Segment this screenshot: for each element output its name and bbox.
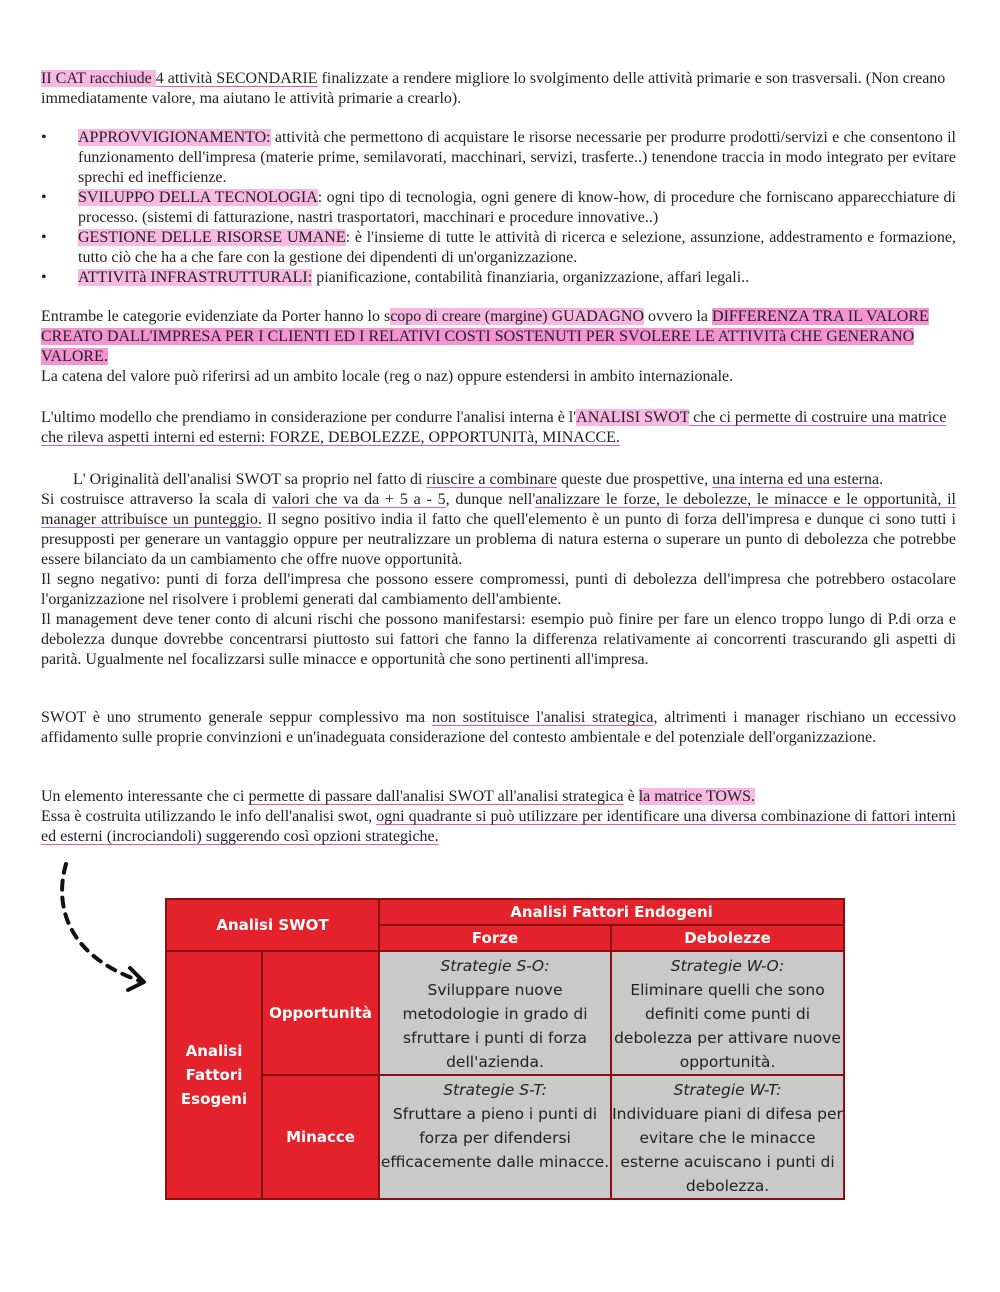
list-item [41,228,956,268]
paragraph-swot-originality [41,470,956,670]
text-run: queste due prospettive, [557,471,713,488]
text-run: Entrambe le categorie evidenziate da Porter hanno lo s [41,308,391,325]
endogenous-header: Analisi Fattori Endogeni [379,899,844,925]
text-run: ovvero la [644,308,713,325]
list-item-key: GESTIONE DELLE RISORSE UMANE [78,229,346,246]
text-run: Un elemento interessante che ci [41,788,249,805]
st-strategy-cell [379,1075,611,1199]
text-run: Essa è costruita utilizzando le info dell'analisi swot, [41,808,377,825]
list-item-key: ATTIVITà INFRASTRUTTURALI: [78,269,313,286]
text-run: L'ultimo modello che prendiamo in considerazione per condurre l'analisi interna è l' [41,409,577,426]
wt-strategy-cell [611,1075,844,1199]
so-strategy-cell [379,951,611,1075]
matrix-corner-header: Analisi SWOT [166,899,379,951]
text-run: una interna ed una esterna [712,471,880,488]
wt-strategy-text: Individuare piani di difesa per evitare che le minacce esterne acuiscano i punti di debolezza. [612,1105,843,1195]
text-run: valori che va da + 5 a - 5 [272,491,446,508]
text-run: ogni quadrante si può utilizzare per identificare una diversa combinazione di fattori interni ed esterni (incrociandoli) suggerendo così opzioni strategiche. [41,808,956,845]
text-run: copo di creare (margine) GUADAGNO [390,308,645,325]
text-run: , dunque nell' [445,491,536,508]
text-run: che ci permette di costruire una matrice che rileva aspetti interni ed esterni: FORZE, DEBOLEZZE, OPPORTUNITà, MINACCE. [41,409,947,446]
list-item-key: APPROVVIGIONAMENTO: [78,129,271,146]
text-run: Si costruisce attraverso la scala di [41,491,273,508]
st-strategy-text: Sfruttare a pieno i punti di forza per difendersi efficacemente dalle minacce. [380,1105,610,1171]
wt-strategy-title: Strategie W-T: [673,1081,782,1099]
bullet-icon: • [41,189,47,206]
text-run: SWOT è uno strumento generale seppur complessivo ma [41,709,432,726]
text-run: permette di passare dall'analisi SWOT all'analisi strategica [248,788,624,805]
paragraph-swot-intro [41,408,956,448]
so-strategy-text: Sviluppare nuove metodologie in grado di sfruttare i punti di forza dell'azienda. [402,981,588,1071]
exogenous-header [166,951,262,1199]
bullet-icon: • [41,269,47,286]
text-run: Il segno positivo india il fatto che quell'elemento è un punto di forza dell'impresa e dunque ci sono tutti i presupposti per generare un vantaggio oppure per neutralizzare un problema di natura esterna o superare un punto di debolezza che potrebbe essere bilanciato da un cambiamento che offre nuove opportunità. [41,511,956,568]
text-run: , altrimenti i manager rischiano un eccessivo affidamento sulle proprie convinzioni e un'inadeguata considerazione del contesto ambientale e del potenziale dell'organizzazione. [41,709,956,746]
text-run: II CAT racchiude [41,70,156,87]
text-run: L' Originalità dell'analisi SWOT sa proprio nel fatto di [73,471,427,488]
paragraph-swot-limits [41,708,956,748]
bullet-icon: • [41,129,47,146]
weaknesses-header: Debolezze [611,925,844,951]
text-run: . [879,471,884,488]
text-run: DIFFERENZA TRA IL VALORE CREATO DALL'IMPRESA PER I CLIENTI ED I RELATIVI COSTI SOSTENUTI PER SVOLERE LE ATTIVITà CHE GENERANO VALORE. [41,308,929,365]
dashed-curved-arrow-icon [50,858,160,998]
list-item [41,268,956,288]
text-run: analizzare le forze, le debolezze, le minacce e le opportunità, il manager attribuisce un punteggio. [41,491,956,528]
list-item-text: : ogni tipo di tecnologia, ogni genere di know-how, di procedure che forniscano apparecchiature di processo. (sistemi di fatturazione, nastri trasportatori, macchinari e procedure innovative..) [78,189,957,226]
threats-header: Minacce [262,1075,379,1199]
strengths-header: Forze [379,925,611,951]
wo-strategy-title: Strategie W-O: [670,957,785,975]
bullet-icon: • [41,229,47,246]
list-item [41,128,956,188]
paragraph-porter [41,307,956,387]
wo-strategy-cell [611,951,844,1075]
list-item-text: : è l'insieme di tutte le attività di ricerca e selezione, assunzione, addestramento e formazione, tutto ciò che ha a che fare con la gestione dei dipendenti di un'organizzazione. [78,229,956,266]
st-strategy-title: Strategie S-T: [443,1081,547,1099]
paragraph-cat-intro [41,69,956,109]
text-run: La catena del valore può riferirsi ad un ambito locale (reg o naz) oppure estendersi in ambito internazionale. [41,368,734,385]
text-run: riuscire a combinare [426,471,557,488]
swot-tows-matrix [165,898,845,1200]
list-item-text: pianificazione, contabilità finanziaria, organizzazione, affari legali.. [312,269,750,286]
list-item-text: attività che permettono di acquistare le risorse necessarie per produrre prodotti/servizi e che consentono il funzionamento dell'impresa (materie prime, semilavorati, macchinari, servizi, trasferte..) tenendone traccia in modo integrato per evitare sprechi ed inefficienze. [78,129,956,186]
text-run: Il management deve tener conto di alcuni rischi che possono manifestarsi: esempio può finire per fare un elenco troppo lungo di P.di orza e debolezza dunque dovrebbe concentrarsi piuttosto sui fattori che fanno la differenza relativamente ai concorrenti trascurando gli aspetti di parità. Ugualmente nel focalizzarsi sulle minacce e opportunità che sono pertinenti all'impresa. [41,611,956,668]
wo-strategy-text: Eliminare quelli che sono definiti come punti di debolezza per attivare nuove opportunità. [614,981,841,1071]
text-run: è [623,788,639,805]
text-run: 4 attività SECONDARIE [155,70,318,87]
secondary-activities-list [41,128,956,288]
list-item [41,188,956,228]
opportunities-header: Opportunità [262,951,379,1075]
paragraph-tows [41,787,956,847]
text-run: finalizzate a rendere migliore lo svolgimento delle attività primarie e son trasversali. (Non creano immediatamente valore, ma aiutano le attività primarie a crearlo). [41,70,946,107]
text-run: la matrice TOWS. [638,788,755,805]
list-item-key: SVILUPPO DELLA TECNOLOGIA [78,189,318,206]
text-run: Il segno negativo: punti di forza dell'impresa che possono essere compromessi, punti di debolezza dell'impresa che potrebbero ostacolare l'organizzazione nel risolvere i problemi generati dal cambiamento dell'ambiente. [41,571,956,608]
text-run: ANALISI SWOT [576,409,690,426]
so-strategy-title: Strategie S-O: [440,957,550,975]
exogenous-header-label: Analisi Fattori Esogeni [180,1042,248,1108]
text-run: non sostituisce l'analisi strategica [431,709,654,726]
